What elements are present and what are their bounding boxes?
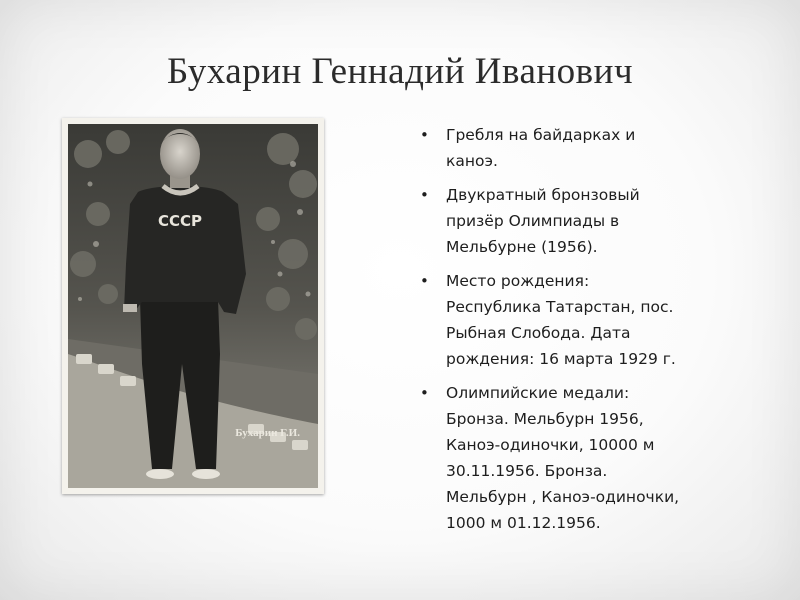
- slide-title: Бухарин Геннадий Иванович: [166, 51, 634, 92]
- bullet-marker: •: [420, 272, 429, 290]
- bullet-marker: •: [420, 384, 429, 402]
- bullet-marker: •: [420, 126, 429, 144]
- bullet-text: Двукратный бронзовый призёр Олимпиады в Мельбурне (1956).: [446, 186, 640, 256]
- bullet-item: [418, 268, 758, 372]
- bullet-item: [418, 380, 758, 536]
- bullet-list: [418, 122, 758, 544]
- athlete-photo: [62, 118, 324, 494]
- bullet-text: Олимпийские медали: Бронза. Мельбурн 1956, Каноэ-одиночки, 10000 м 30.11.1956. Бронза. Мельбурн , Каноэ-одиночки, 1000 м 01.12.1956.: [446, 384, 680, 532]
- bullet-item: [418, 122, 758, 174]
- athlete-photo-image: [68, 124, 318, 488]
- bullet-item: [418, 182, 758, 260]
- jersey-text: СССР: [157, 212, 203, 230]
- bullet-marker: •: [420, 186, 429, 204]
- bullet-text: Гребля на байдарках и каноэ.: [446, 126, 636, 170]
- bullet-text: Место рождения: Республика Татарстан, пос. Рыбная Слобода. Дата рождения: 16 марта 1929 г.: [446, 272, 676, 368]
- photo-caption: Бухарин Г.И.: [235, 427, 300, 439]
